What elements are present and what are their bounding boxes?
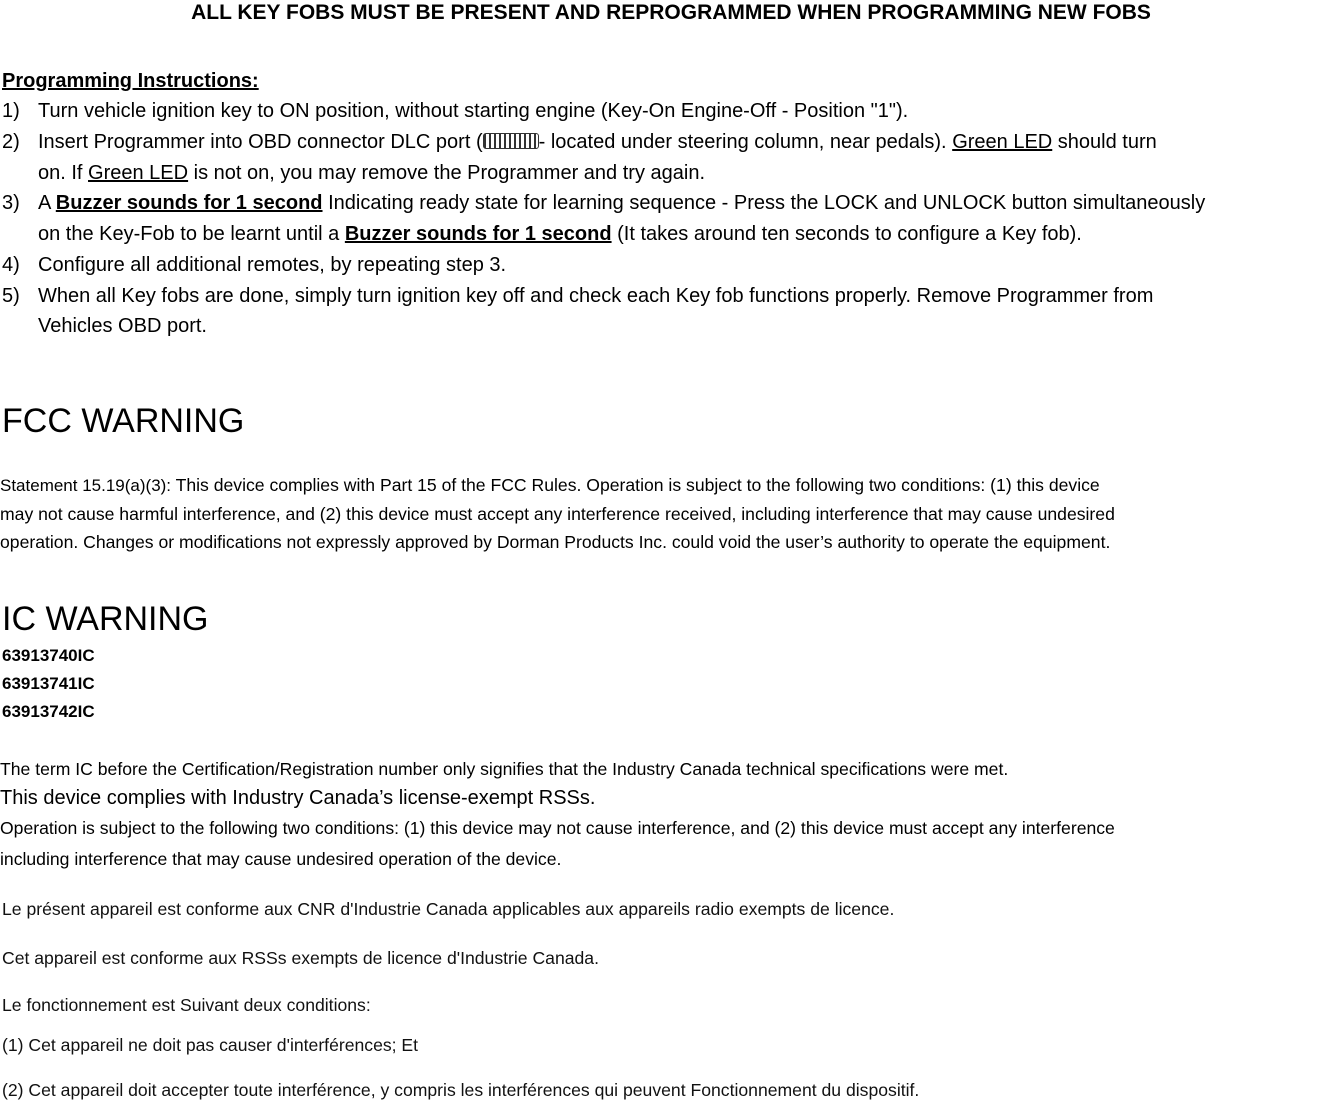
ic-operation-text: Operation is subject to the following two conditions: (1) this device may not cause interference, and (2) this device must accept any interference [0,818,1115,838]
step-1 [2,96,908,126]
fcc-statement-line: operation. Changes or modifications not expressly approved by Dorman Products Inc. could void the user’s authority to operate the equipment. [0,532,1111,552]
ic-complies-text: This device complies with Industry Canada’s license-exempt RSSs. [0,787,596,809]
ic-warning-heading: IC WARNING [2,600,209,638]
ic-operation-text: including interference that may cause undesired operation of the device. [0,849,562,869]
buzzer-emphasis: Buzzer sounds for 1 second [55,192,323,214]
fcc-text: This device complies with Part 15 of the FCC Rules. Operation is subject to the following two conditions: (1) this device [171,475,1100,495]
step-text: (It takes around ten seconds to configure a Key fob). [611,223,1082,245]
step-2-continued [38,158,705,188]
step-text: - located under steering column, near pedals). [538,131,953,153]
fcc-statement-line [0,471,1100,500]
page-title: ALL KEY FOBS MUST BE PRESENT AND REPROGRAMMED WHEN PROGRAMMING NEW FOBS [191,1,1151,24]
french-text: (1) Cet appareil ne doit pas causer d'interférences; Et [2,1035,419,1055]
step-number: 5) [2,285,20,307]
french-text: Le présent appareil est conforme aux CNR d'Industrie Canada applicables aux appareils radio exempts de licence. [2,899,895,919]
obd-connector-icon [483,133,539,149]
step-text: Indicating ready state for learning sequence - Press the LOCK and UNLOCK button simultaneously [322,192,1206,214]
step-text: Turn vehicle ignition key to ON position, without starting engine (Key-On Engine-Off - Position "1"). [38,100,909,122]
step-text: Insert Programmer into OBD connector DLC port ( [38,131,483,153]
step-4 [2,250,506,280]
step-3-continued [38,219,1082,249]
ic-number: 63913741IC [2,674,95,693]
french-text: Le fonctionnement est Suivant deux conditions: [2,995,371,1015]
fcc-warning-heading: FCC WARNING [2,402,245,440]
fcc-statement-line: may not cause harmful interference, and (2) this device must accept any interference received, including interference that may cause undesired [0,504,1115,524]
step-number: 1) [2,100,20,122]
step-number: 3) [2,192,20,214]
step-number: 2) [2,131,20,153]
step-text: on the Key-Fob to be learnt until a [38,223,345,245]
ic-number: 63913742IC [2,702,95,721]
instructions-heading: Programming Instructions: [2,70,259,92]
step-5-continued: Vehicles OBD port. [38,315,207,337]
step-2 [2,127,1157,157]
step-text: A [38,192,56,214]
step-text: Configure all additional remotes, by repeating step 3. [38,254,507,276]
buzzer-emphasis: Buzzer sounds for 1 second [344,223,612,245]
step-text: on. If [38,162,89,184]
step-number: 4) [2,254,20,276]
step-text: When all Key fobs are done, simply turn ignition key off and check each Key fob functions properly. Remove Programmer from [38,285,1154,307]
french-text: (2) Cet appareil doit accepter toute interférence, y compris les interférences qui peuvent Fonctionnement du dispositif. [2,1080,920,1100]
ic-number: 63913740IC [2,646,95,665]
step-text: should turn [1052,131,1157,153]
step-text: is not on, you may remove the Programmer and try again. [188,162,705,184]
ic-term-text: The term IC before the Certification/Registration number only signifies that the Industry Canada technical specifications were met. [0,759,1009,779]
green-led-label: Green LED [952,131,1053,153]
step-5 [2,281,1153,311]
step-3 [2,188,1205,218]
french-text: Cet appareil est conforme aux RSSs exempts de licence d'Industrie Canada. [2,948,599,968]
statement-label: Statement 15.19(a)(3): [0,476,172,495]
green-led-label: Green LED [88,162,189,184]
